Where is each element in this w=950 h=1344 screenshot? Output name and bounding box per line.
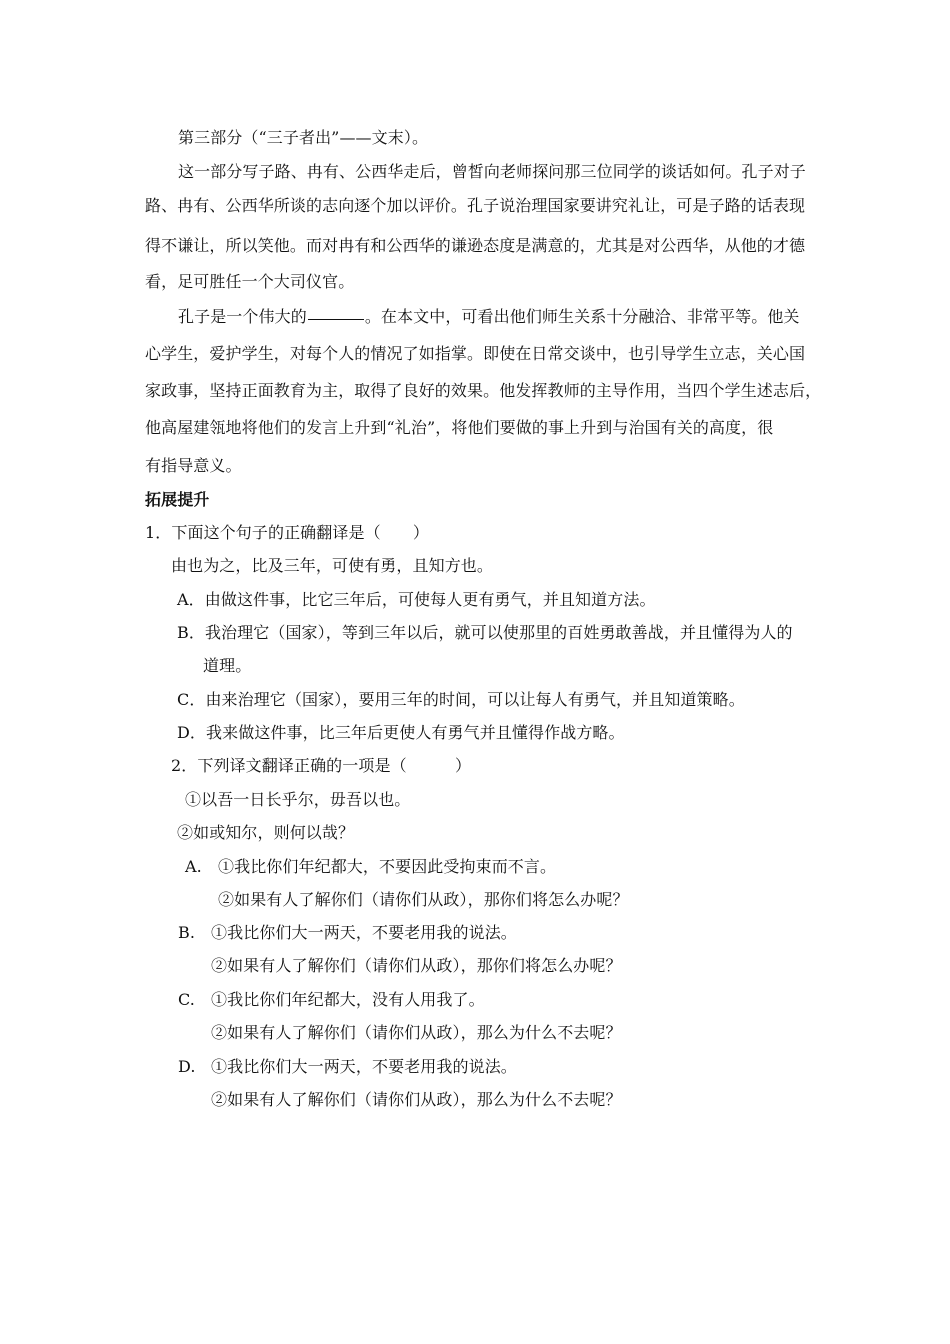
question-2-option-c-label: C. [178,990,195,1009]
paragraph-line: 他高屋建瓴地将他们的发言上升到“礼治”，将他们要做的事上升到与治国有关的高度，很 [145,418,774,437]
question-2-option-c-line-1: ①我比你们年纪都大，没有人用我了。 [211,990,485,1009]
part3-title: 第三部分（“三子者出”——文末）。 [178,128,429,147]
paragraph-line: 得不谦让，所以笑他。而对冉有和公西华的谦逊态度是满意的，尤其是对公西华，从他的才德 [145,236,806,255]
question-2-option-a-line-1: ①我比你们年纪都大，不要因此受拘束而不言。 [218,857,557,876]
paragraph-line: 这一部分写子路、冉有、公西华走后，曾皙向老师探问那三位同学的谈话如何。孔子对子 [178,162,806,181]
question-2-option-d-line-1: ①我比你们大一两天，不要老用我的说法。 [211,1057,517,1076]
question-2-option-b-line-1: ①我比你们大一两天，不要老用我的说法。 [211,923,517,942]
paragraph-text: 孔子是一个伟大的 [178,307,307,326]
paragraph-line: 家政事，坚持正面教育为主，取得了良好的效果。他发挥教师的主导作用，当四个学生述志后， [145,381,822,400]
question-2-sentence-1: ①以吾一日长乎尔，毋吾以也。 [185,790,411,809]
question-1-option-d: D．我来做这件事，比三年后更使人有勇气并且懂得作战方略。 [177,723,625,742]
question-2-stem: 2．下列译文翻译正确的一项是（ ） [171,756,472,775]
question-2-option-d-label: D. [178,1057,196,1076]
question-1-option-b: B．我治理它（国家），等到三年以后，就可以使那里的百姓勇敢善战，并且懂得为人的 [177,623,793,642]
paragraph-line: 有指导意义。 [145,456,242,475]
question-1-sentence: 由也为之，比及三年，可使有勇，且知方也。 [171,556,494,575]
question-2-option-b-line-2: ②如果有人了解你们（请你们从政），那你们将怎么办呢？ [211,956,622,975]
paragraph-line-with-blank [178,307,800,327]
question-2-option-d-line-2: ②如果有人了解你们（请你们从政），那么为什么不去呢？ [211,1090,622,1109]
question-1-option-b-continued: 道理。 [203,656,252,675]
question-2-option-a-line-2: ②如果有人了解你们（请你们从政），那你们将怎么办呢？ [218,890,629,909]
question-1-stem: 1．下面这个句子的正确翻译是（ ） [145,523,429,542]
question-1-option-a: A．由做这件事，比它三年后，可使每人更有勇气，并且知道方法。 [177,590,656,609]
paragraph-line: 看，足可胜任一个大司仪官。 [145,272,355,291]
paragraph-line: 心学生，爱护学生，对每个人的情况了如指掌。即使在日常交谈中，也引导学生立志，关心国 [145,344,806,363]
paragraph-text: 。在本文中，可看出他们师生关系十分融洽、非常平等。他关 [364,307,800,326]
question-1-option-c: C．由来治理它（国家），要用三年的时间，可以让每人有勇气，并且知道策略。 [177,690,745,709]
section-title: 拓展提升 [145,490,210,509]
question-2-option-a-label: A. [185,857,202,876]
question-2-option-c-line-2: ②如果有人了解你们（请你们从政），那么为什么不去呢？ [211,1023,622,1042]
fill-in-blank [308,319,364,320]
question-2-option-b-label: B. [178,923,196,942]
paragraph-line: 路、冉有、公西华所谈的志向逐个加以评价。孔子说治理国家要讲究礼让，可是子路的话表现 [145,196,806,215]
question-2-sentence-2: ②如或知尔，则何以哉？ [177,823,355,842]
